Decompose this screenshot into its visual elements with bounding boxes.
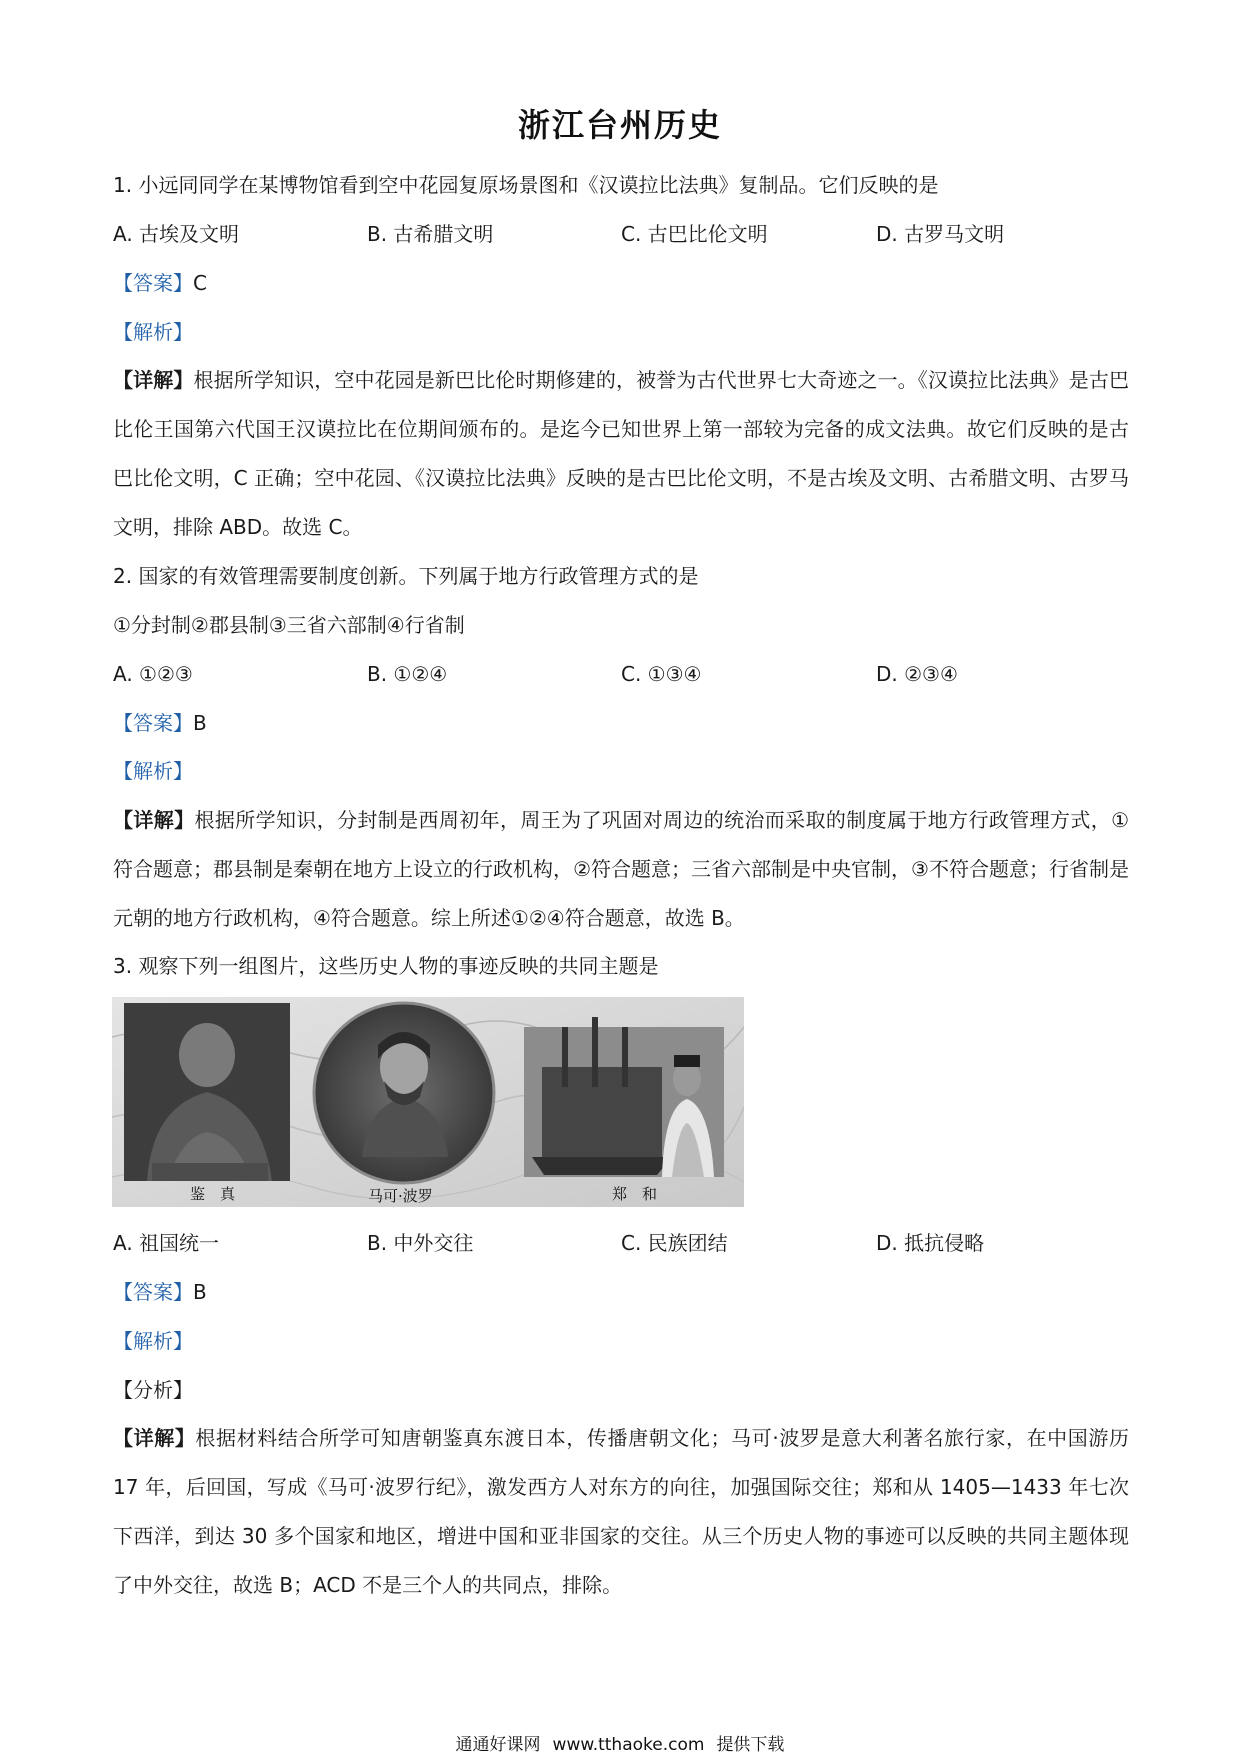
caption-zheng-he: 郑 和 [612, 1185, 658, 1203]
answer-value: B [193, 711, 207, 735]
analysis-label: 【解析】 [113, 320, 193, 344]
question-3-answer [113, 1279, 207, 1305]
detail-text: 根据所学知识，空中花园是新巴比伦时期修建的，被誉为古代世界七大奇迹之一。《汉谟拉比法典》是古巴比伦王国第六代国王汉谟拉比在位期间颁布的。是迄今已知世界上第一部较为完备的成文法典。故它们反映的是古巴比伦文明，C 正确；空中花园、《汉谟拉比法典》反映的是古巴比伦文明，不是古埃及文明、古希腊文明、古罗马文明，排除 ABD。故选 C。 [113, 368, 1130, 539]
answer-label: 【答案】 [113, 271, 193, 295]
page-footer [0, 1730, 1240, 1755]
historical-figures-photo [112, 997, 744, 1207]
caption-marco-polo: 马可·波罗 [368, 1187, 433, 1205]
question-3-detail [113, 1414, 1129, 1610]
question-2-stem: 2. 国家的有效管理需要制度创新。下列属于地方行政管理方式的是 [113, 564, 699, 588]
detail-label: 【详解】 [113, 808, 195, 832]
answer-label: 【答案】 [113, 1280, 193, 1304]
question-2-answer [113, 710, 207, 736]
detail-text: 根据所学知识，分封制是西周初年，周王为了巩固对周边的统治而采取的制度属于地方行政管理方式，①符合题意；郡县制是秦朝在地方上设立的行政机构，②符合题意；三省六部制是中央官制，③不符合题意；行省制是元朝的地方行政机构，④符合题意。综上所述①②④符合题意，故选 B。 [113, 808, 1130, 930]
option-b: B. 古希腊文明 [367, 222, 494, 246]
marco-polo-portrait [314, 1003, 494, 1183]
question-2-sub: ①分封制②郡县制③三省六部制④行省制 [113, 613, 465, 637]
footer-site: 通通好课网 [455, 1735, 541, 1755]
analysis-label: 【解析】 [113, 759, 193, 783]
question-3-stem: 3. 观察下列一组图片，这些历史人物的事迹反映的共同主题是 [113, 954, 659, 978]
caption-jianzhen: 鉴 真 [190, 1185, 236, 1203]
analysis-label: 【解析】 [113, 1329, 193, 1353]
answer-value: C [193, 271, 207, 295]
question-1-answer [113, 270, 207, 296]
option-d: D. 抵抗侵略 [876, 1231, 985, 1255]
footer-url[interactable]: www.tthaoke.com [552, 1735, 705, 1755]
figures-illustration [112, 997, 744, 1207]
answer-value: B [193, 1280, 207, 1304]
question-3-options [113, 1230, 1129, 1256]
page-title: 浙江台州历史 [517, 106, 722, 144]
jianzhen-portrait [124, 1003, 290, 1181]
question-2-detail [113, 796, 1129, 943]
fenxi-label: 【分析】 [113, 1378, 193, 1402]
detail-label: 【详解】 [113, 368, 194, 392]
option-b: B. 中外交往 [367, 1231, 474, 1255]
question-1-options [113, 221, 1129, 247]
detail-text: 根据材料结合所学可知唐朝鉴真东渡日本，传播唐朝文化；马可·波罗是意大利著名旅行家，在中国游历 17 年，后回国，写成《马可·波罗行纪》，激发西方人对东方的向往，加强国际交往；郑和从 1405—1433 年七次下西洋，到达 30 多个国家和地区，增进中国和亚非国家的交往。从三个历史人物的事迹可以反映的共同主题体现了中外交往，故选 B；ACD 不是三个人的共同点，排除。 [113, 1426, 1129, 1597]
option-a: A. 祖国统一 [113, 1231, 220, 1255]
option-b: B. ①②④ [367, 662, 448, 686]
option-d: D. 古罗马文明 [876, 222, 1005, 246]
question-1-detail [113, 356, 1129, 552]
option-c: C. 民族团结 [621, 1231, 728, 1255]
question-1-stem: 1. 小远同同学在某博物馆看到空中花园复原场景图和《汉谟拉比法典》复制品。它们反映的是 [113, 173, 939, 197]
option-a: A. 古埃及文明 [113, 222, 240, 246]
detail-label: 【详解】 [113, 1426, 196, 1450]
question-2-options [113, 661, 1129, 687]
zheng-he-portrait [524, 1017, 724, 1177]
footer-note: 提供下载 [716, 1735, 785, 1755]
option-c: C. ①③④ [621, 662, 702, 686]
answer-label: 【答案】 [113, 711, 193, 735]
option-d: D. ②③④ [876, 662, 958, 686]
option-a: A. ①②③ [113, 662, 193, 686]
option-c: C. 古巴比伦文明 [621, 222, 768, 246]
